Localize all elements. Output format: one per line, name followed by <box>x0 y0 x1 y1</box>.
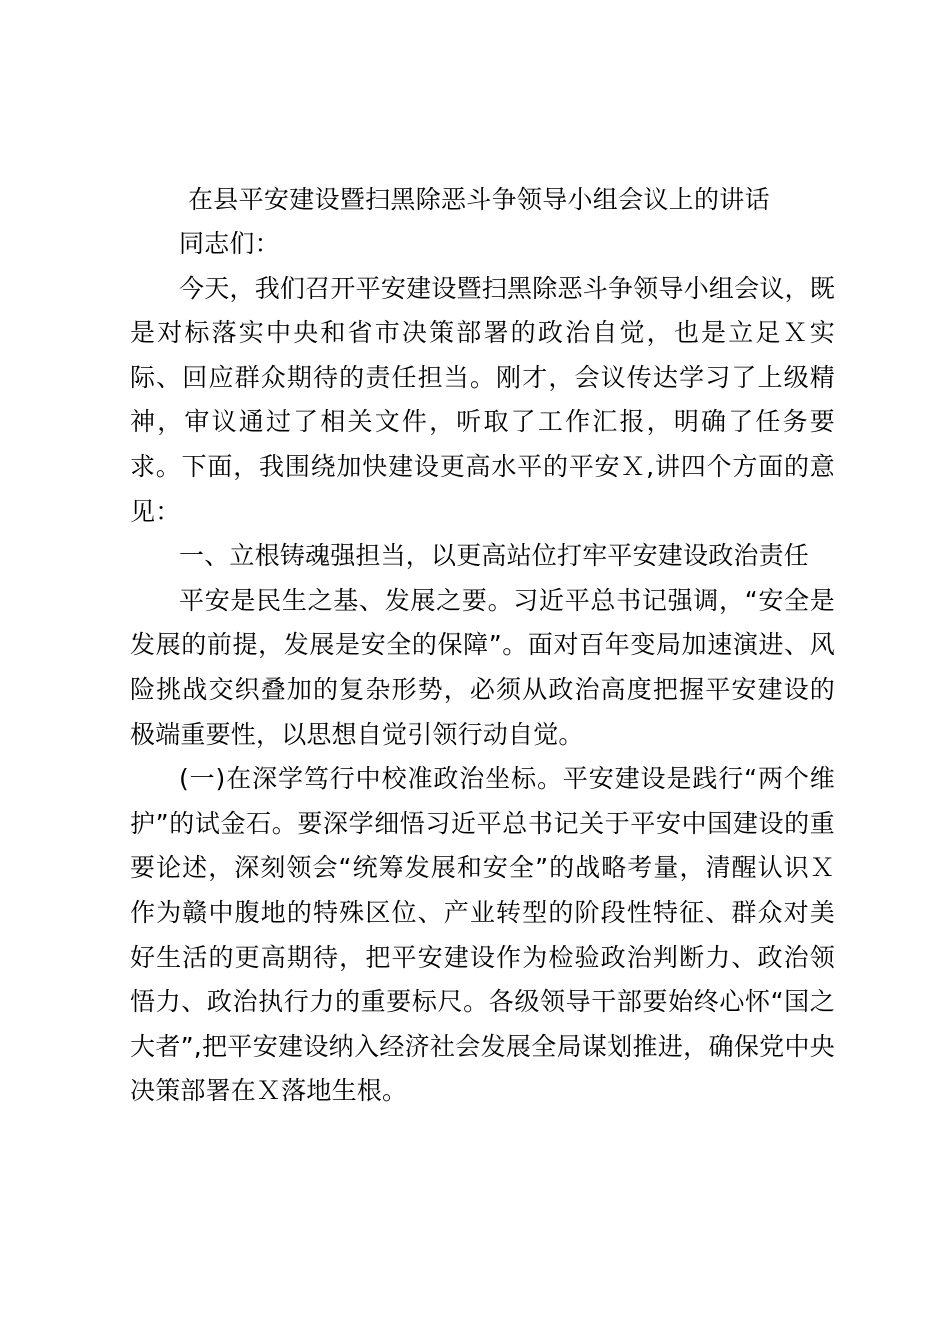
intro-paragraph: 今天，我们召开平安建设暨扫黑除恶斗争领导小组会议，既是对标落实中央和省市决策部署的政治自觉，也是立足Ｘ实际、回应群众期待的责任担当。刚才，会议传达学习了上级精神，审议通过了相关文件，听取了工作汇报，明确了任务要求。下面，我围绕加快建设更高水平的平安Ｘ,讲四个方面的意见： <box>130 273 835 526</box>
document-body <box>130 178 835 1114</box>
section-heading-1: 一、立根铸魂强担当，以更高站位打牢平安建设政治责任 <box>179 541 810 571</box>
section-1-paragraph: 平安是民生之基、发展之要。习近平总书记强调，“安全是发展的前提，发展是安全的保障”。面对百年变局加速演进、风险挑战交织叠加的复杂形势，必须从政治高度把握平安建设的极端重要性，以思想自觉引领行动自觉。 <box>130 585 835 749</box>
subsection-1-paragraph: (一)在深学笃行中校准政治坐标。平安建设是践行“两个维护”的试金石。要深学细悟习近平总书记关于平安中国建设的重要论述，深刻领会“统筹发展和安全”的战略考量，清醒认识Ｘ作为赣中腹地的特殊区位、产业转型的阶段性特征、群众对美好生活的更高期待，把平安建设作为检验政治判断力、政治领悟力、政治执行力的重要标尺。各级领导干部要始终心怀“国之大者”,把平安建设纳入经济社会发展全局谋划推进，确保党中央决策部署在Ｘ落地生根。 <box>130 764 835 1106</box>
salutation: 同志们： <box>179 229 280 258</box>
document-title: 在县平安建设暨扫黑除恶斗争领导小组会议上的讲话 <box>188 185 770 214</box>
